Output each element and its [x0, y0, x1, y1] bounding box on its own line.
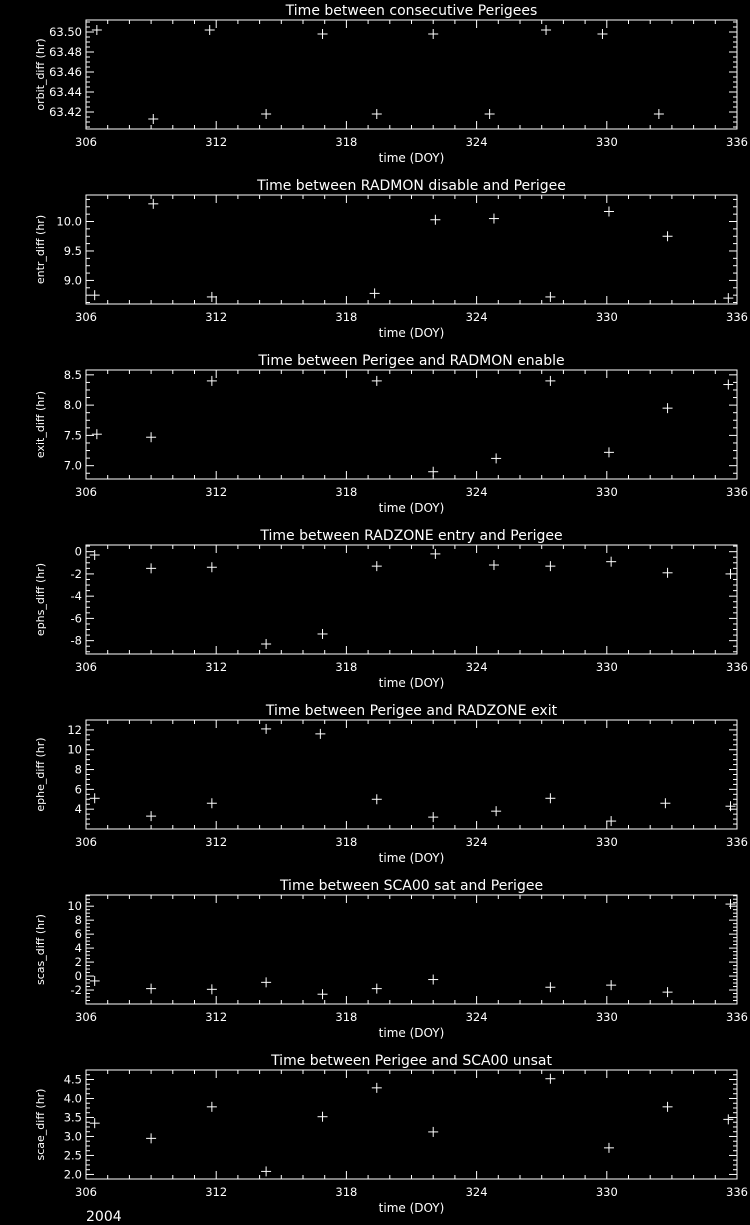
x-tick-label: 336 — [726, 1185, 748, 1199]
y-tick-label: 4.0 — [63, 1091, 82, 1106]
data-point — [318, 629, 328, 639]
data-point — [428, 975, 438, 985]
panel-4 — [34, 528, 748, 690]
y-axis-label: scas_diff (hr) — [34, 914, 47, 985]
y-tick-label: 2 — [74, 955, 82, 970]
y-tick-label: -2 — [70, 983, 82, 998]
data-point — [207, 376, 217, 386]
x-tick-label: 312 — [205, 660, 228, 674]
data-point — [545, 561, 555, 571]
data-point — [90, 793, 100, 803]
data-point — [315, 729, 325, 739]
y-tick-label: 10 — [67, 899, 82, 914]
data-point — [725, 569, 735, 579]
x-tick-label: 318 — [335, 835, 358, 849]
x-tick-label: 336 — [726, 485, 748, 499]
data-point — [489, 214, 499, 224]
data-point — [148, 114, 158, 124]
data-point — [261, 109, 271, 119]
data-point — [261, 639, 271, 649]
plot-frame — [86, 20, 737, 129]
y-tick-label: 4.5 — [63, 1072, 82, 1087]
x-axis-label: time (DOY) — [378, 1026, 445, 1040]
x-tick-label: 330 — [595, 310, 618, 324]
data-point — [261, 977, 271, 987]
chart-title: Time between SCA00 sat and Perigee — [279, 878, 544, 894]
x-tick-label: 306 — [75, 135, 97, 149]
data-point — [92, 429, 102, 439]
data-point — [372, 1083, 382, 1093]
y-tick-label: 8.5 — [63, 367, 82, 382]
data-point — [545, 376, 555, 386]
x-tick-label: 312 — [205, 835, 228, 849]
data-point — [723, 293, 733, 303]
y-tick-label: 2.5 — [63, 1148, 82, 1163]
panel-1 — [34, 3, 748, 165]
data-point — [663, 568, 673, 578]
x-tick-label: 324 — [465, 310, 488, 324]
data-point — [205, 25, 215, 35]
data-point — [146, 811, 156, 821]
y-tick-label: 3.0 — [63, 1129, 82, 1144]
data-point — [597, 29, 607, 39]
data-point — [604, 1143, 614, 1153]
data-point — [606, 557, 616, 567]
data-point — [261, 724, 271, 734]
data-point — [92, 25, 102, 35]
data-point — [428, 812, 438, 822]
data-point — [90, 1118, 100, 1128]
data-point — [663, 1102, 673, 1112]
x-tick-label: 336 — [726, 135, 748, 149]
data-point — [146, 563, 156, 573]
y-axis-label: entr_diff (hr) — [34, 214, 47, 285]
data-point — [723, 1114, 733, 1124]
x-tick-label: 336 — [726, 310, 748, 324]
y-tick-label: 9.0 — [63, 273, 82, 288]
y-tick-label: 2.0 — [63, 1167, 82, 1182]
y-tick-label: 6 — [74, 927, 82, 942]
data-point — [725, 899, 735, 909]
y-tick-label: 3.5 — [63, 1110, 82, 1125]
y-axis-label: scae_diff (hr) — [34, 1088, 47, 1161]
data-point — [541, 25, 551, 35]
data-point — [261, 1166, 271, 1176]
x-tick-label: 324 — [465, 660, 488, 674]
data-point — [491, 806, 501, 816]
panel-3 — [34, 353, 748, 515]
x-axis-label: time (DOY) — [378, 501, 445, 515]
data-point — [146, 1133, 156, 1143]
x-tick-label: 306 — [75, 485, 97, 499]
x-tick-label: 336 — [726, 1010, 748, 1024]
y-tick-label: 4 — [74, 802, 82, 817]
panel-2 — [34, 178, 748, 340]
y-tick-label: 12 — [67, 722, 82, 737]
data-point — [663, 231, 673, 241]
y-tick-label: 63.42 — [49, 105, 82, 119]
data-point — [146, 432, 156, 442]
panel-5 — [34, 703, 748, 865]
x-tick-label: 330 — [595, 660, 618, 674]
x-tick-label: 306 — [75, 835, 97, 849]
y-tick-label: 8 — [74, 913, 82, 928]
data-point — [491, 453, 501, 463]
y-tick-label: 8.0 — [63, 398, 82, 413]
y-tick-label: 0 — [74, 544, 82, 559]
x-tick-label: 330 — [595, 485, 618, 499]
x-tick-label: 306 — [75, 1010, 97, 1024]
x-tick-label: 330 — [595, 135, 618, 149]
data-point — [606, 980, 616, 990]
data-point — [489, 560, 499, 570]
data-point — [604, 206, 614, 216]
data-point — [428, 29, 438, 39]
x-tick-label: 324 — [465, 485, 488, 499]
data-point — [545, 292, 555, 302]
x-tick-label: 318 — [335, 485, 358, 499]
y-tick-label: 8 — [74, 762, 82, 777]
plot-frame — [86, 545, 737, 654]
data-point — [428, 1127, 438, 1137]
plot-frame — [86, 1070, 737, 1179]
data-point — [430, 215, 440, 225]
y-axis-label: orbit_diff (hr) — [34, 38, 47, 111]
y-tick-label: 4 — [74, 941, 82, 956]
y-tick-label: -8 — [70, 633, 82, 648]
data-point — [372, 561, 382, 571]
x-tick-label: 324 — [465, 1185, 488, 1199]
y-axis-label: ephs_diff (hr) — [34, 562, 47, 637]
y-tick-label: 10 — [67, 742, 82, 757]
y-axis-label: exit_diff (hr) — [34, 390, 47, 459]
data-point — [207, 798, 217, 808]
data-point — [654, 109, 664, 119]
y-tick-label: 6 — [74, 782, 82, 797]
x-tick-label: 306 — [75, 1185, 97, 1199]
chart-title: Time between RADMON disable and Perigee — [257, 178, 566, 194]
y-axis-label: ephe_diff (hr) — [34, 737, 47, 812]
data-point — [428, 467, 438, 477]
x-tick-label: 312 — [205, 1010, 228, 1024]
x-axis-label: time (DOY) — [378, 326, 445, 340]
data-point — [545, 982, 555, 992]
x-axis-label: time (DOY) — [378, 851, 445, 865]
x-tick-label: 312 — [205, 310, 228, 324]
y-tick-label: 10.0 — [56, 214, 82, 229]
y-tick-label: -6 — [70, 611, 82, 626]
data-point — [663, 987, 673, 997]
y-tick-label: 63.46 — [49, 65, 82, 79]
data-point — [148, 199, 158, 209]
data-point — [660, 798, 670, 808]
x-tick-label: 324 — [465, 1010, 488, 1024]
y-tick-label: 9.5 — [63, 243, 82, 258]
data-point — [90, 290, 100, 300]
data-point — [370, 288, 380, 298]
data-point — [430, 549, 440, 559]
data-point — [604, 447, 614, 457]
x-tick-label: 306 — [75, 660, 97, 674]
x-tick-label: 312 — [205, 135, 228, 149]
x-tick-label: 312 — [205, 485, 228, 499]
data-point — [663, 403, 673, 413]
panel-6 — [34, 878, 748, 1040]
data-point — [146, 984, 156, 994]
plot-frame — [86, 895, 737, 1004]
data-point — [606, 816, 616, 826]
data-point — [725, 801, 735, 811]
y-tick-label: -4 — [70, 589, 82, 604]
data-point — [372, 376, 382, 386]
chart-title: Time between Perigee and RADMON enable — [258, 353, 565, 369]
x-tick-label: 306 — [75, 310, 97, 324]
data-point — [545, 793, 555, 803]
x-tick-label: 330 — [595, 835, 618, 849]
data-point — [372, 984, 382, 994]
data-point — [318, 29, 328, 39]
x-tick-label: 312 — [205, 1185, 228, 1199]
data-point — [485, 109, 495, 119]
x-tick-label: 318 — [335, 1185, 358, 1199]
data-point — [207, 562, 217, 572]
data-point — [207, 984, 217, 994]
chart-title: Time between consecutive Perigees — [285, 3, 538, 19]
y-tick-label: 7.0 — [63, 458, 82, 473]
x-tick-label: 336 — [726, 660, 748, 674]
plot-frame — [86, 720, 737, 829]
x-axis-label: time (DOY) — [378, 676, 445, 690]
data-point — [318, 989, 328, 999]
data-point — [545, 1074, 555, 1084]
x-tick-label: 324 — [465, 135, 488, 149]
data-point — [90, 976, 100, 986]
data-point — [318, 1112, 328, 1122]
y-tick-label: 63.50 — [49, 25, 82, 39]
x-tick-label: 336 — [726, 835, 748, 849]
data-point — [207, 292, 217, 302]
x-tick-label: 318 — [335, 135, 358, 149]
plot-frame — [86, 195, 737, 304]
data-point — [207, 1102, 217, 1112]
chart-title: Time between RADZONE entry and Perigee — [260, 528, 563, 544]
x-axis-label: time (DOY) — [378, 151, 445, 165]
chart-title: Time between Perigee and RADZONE exit — [265, 703, 558, 719]
x-axis-label: time (DOY) — [378, 1201, 445, 1215]
chart-title: Time between Perigee and SCA00 unsat — [271, 1053, 552, 1069]
x-tick-label: 324 — [465, 835, 488, 849]
panel-7 — [34, 1053, 748, 1215]
y-tick-label: 0 — [74, 969, 82, 984]
plot-frame — [86, 370, 737, 479]
data-point — [372, 109, 382, 119]
y-tick-label: 63.48 — [49, 45, 82, 59]
y-tick-label: -2 — [70, 566, 82, 581]
data-point — [723, 380, 733, 390]
x-tick-label: 318 — [335, 310, 358, 324]
x-tick-label: 318 — [335, 1010, 358, 1024]
y-tick-label: 7.5 — [63, 428, 82, 443]
year-label: 2004 — [86, 1209, 122, 1225]
data-point — [372, 794, 382, 804]
x-tick-label: 330 — [595, 1185, 618, 1199]
x-tick-label: 318 — [335, 660, 358, 674]
x-tick-label: 330 — [595, 1010, 618, 1024]
y-tick-label: 63.44 — [49, 85, 82, 99]
